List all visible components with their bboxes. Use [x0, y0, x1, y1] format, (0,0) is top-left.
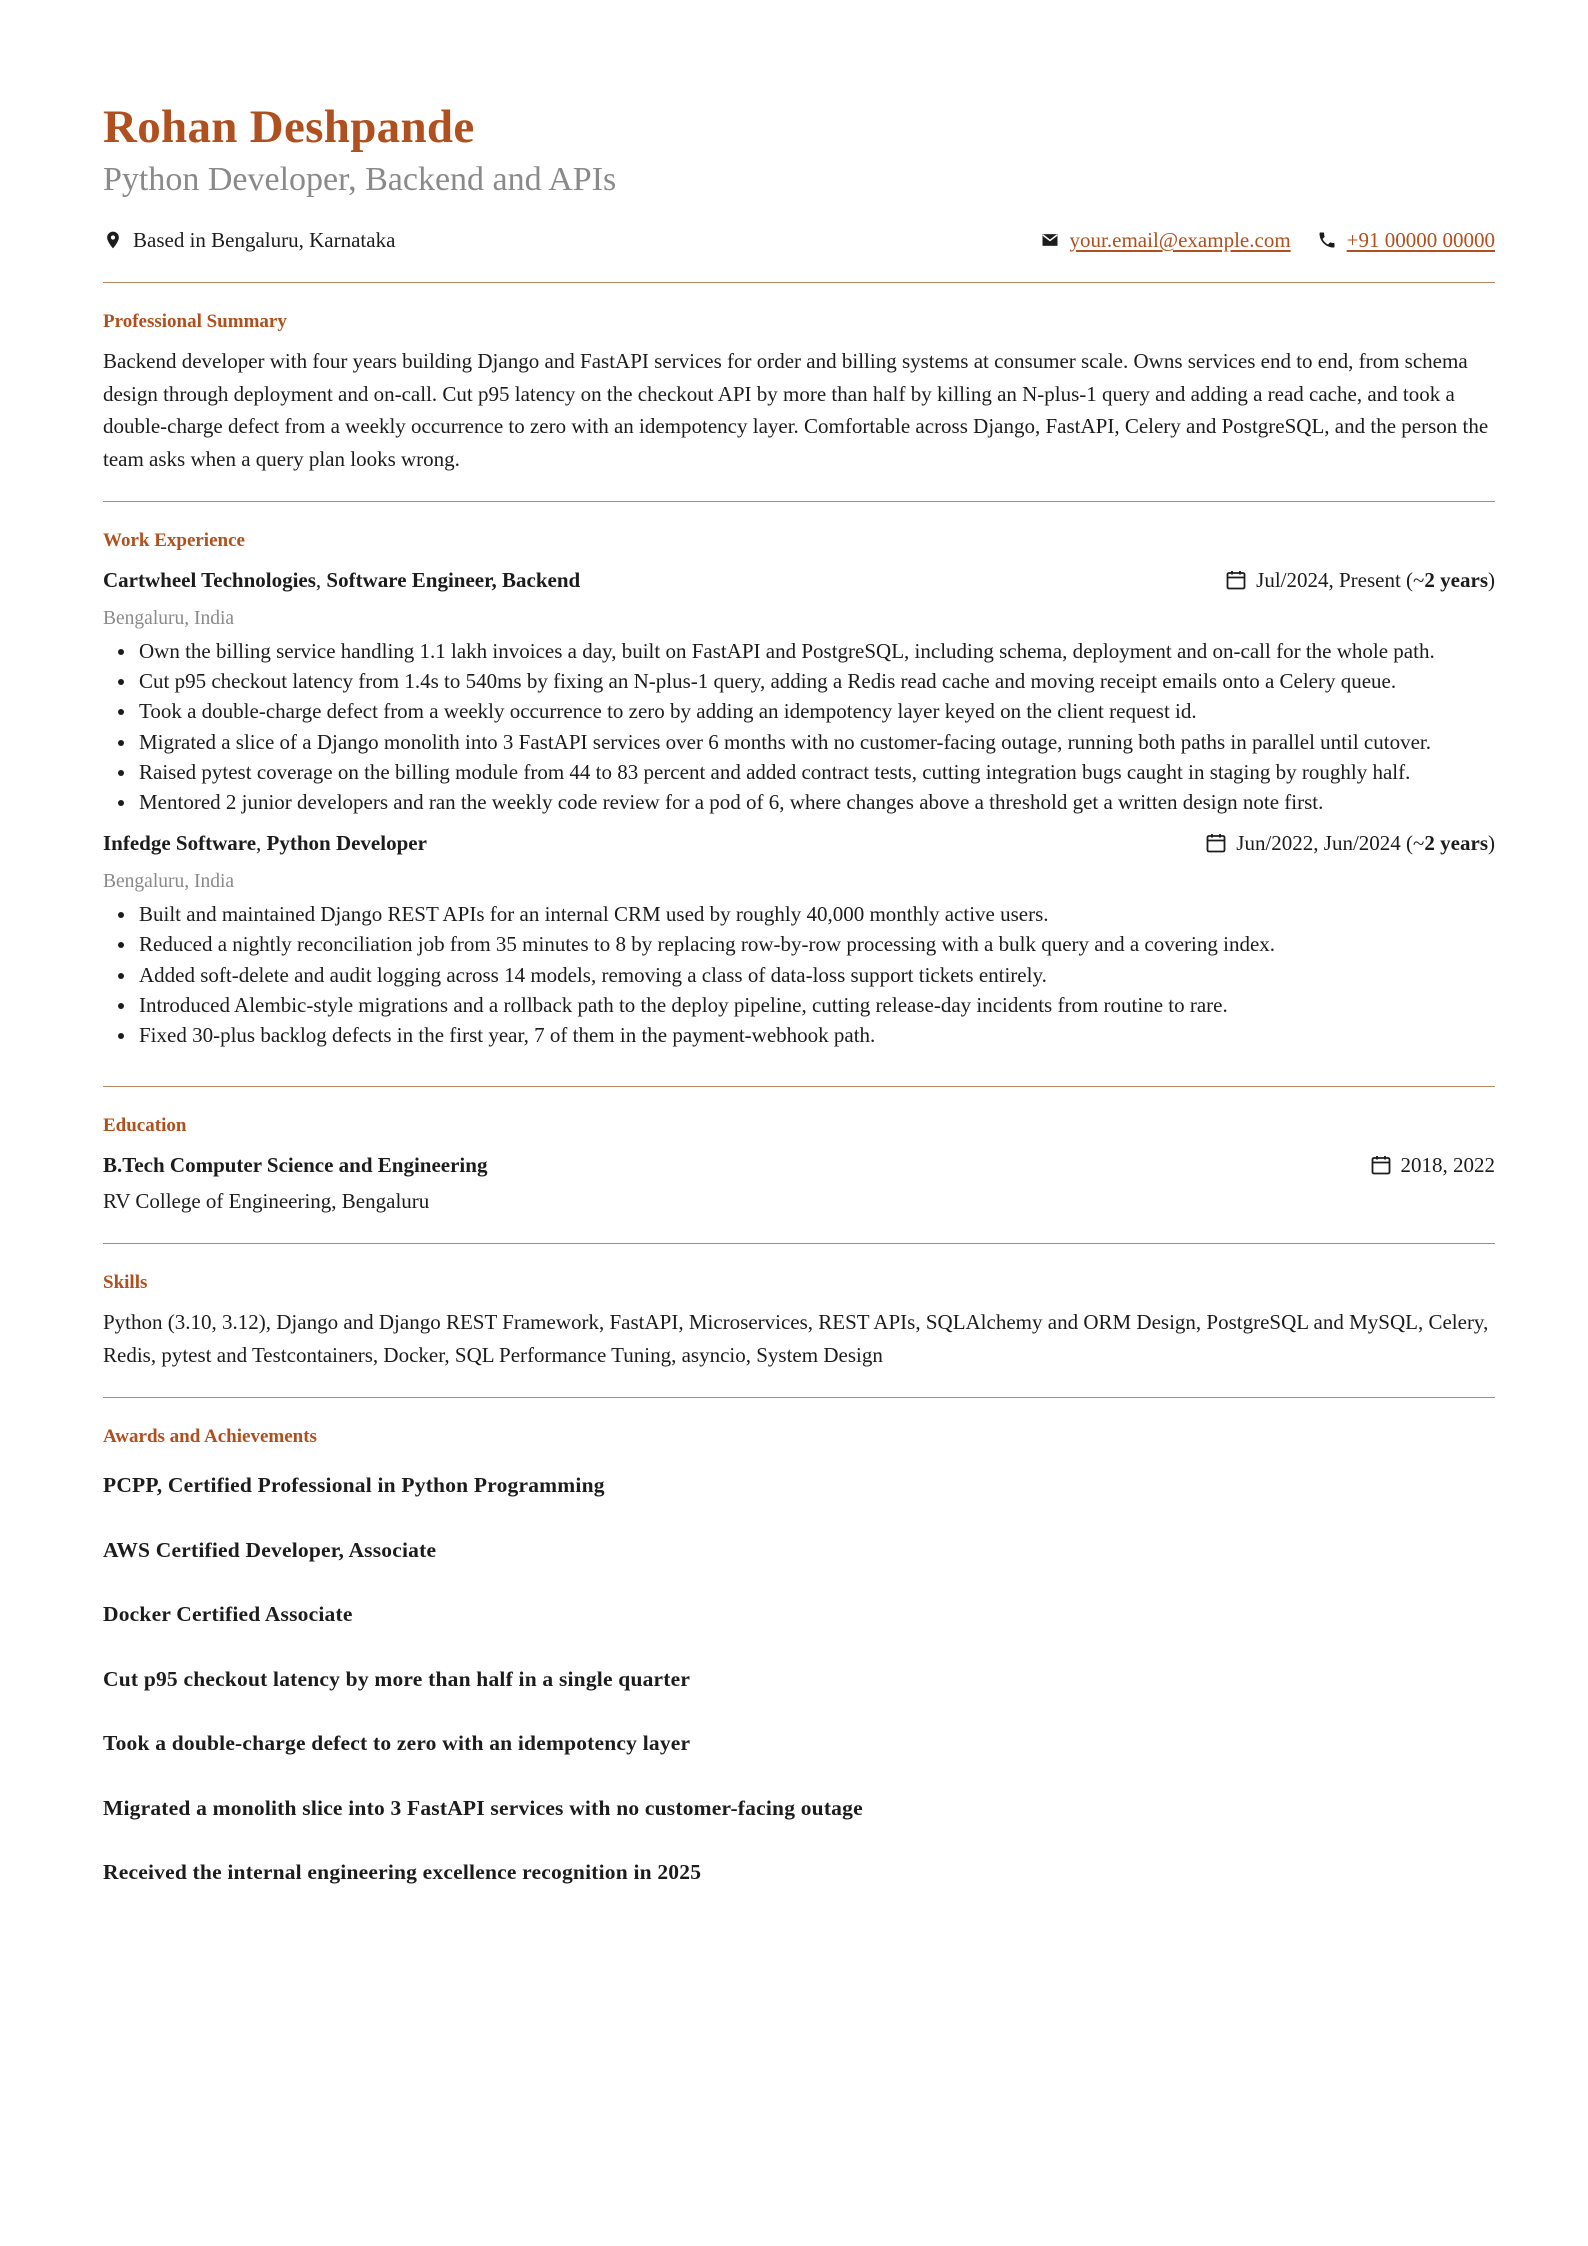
- degree-name: B.Tech Computer Science and Engineering: [103, 1153, 488, 1178]
- awards-section: [103, 1398, 1495, 1913]
- education-section: [103, 1087, 1495, 1243]
- job-bullets: [103, 636, 1495, 817]
- candidate-headline: Python Developer, Backend and APIs: [103, 161, 617, 198]
- job-title-line: [103, 564, 580, 596]
- education-date-range: 2018, 2022: [1400, 1153, 1495, 1178]
- contact-right: [1014, 224, 1495, 256]
- job-header: [103, 827, 1495, 859]
- email-item: [1040, 224, 1291, 256]
- list-item: • Raised pytest coverage on the billing module from 44 to 83 percent and added contract tests, cutting integration bugs caught in staging by roughly half.: [137, 757, 1495, 787]
- phone-item: [1317, 224, 1495, 256]
- education-dates: [1369, 1149, 1496, 1181]
- award-item: Cut p95 checkout latency by more than half in a single quarter: [103, 1666, 691, 1691]
- education-heading: Education: [103, 1115, 187, 1137]
- skills-heading: Skills: [103, 1272, 148, 1294]
- list-item: • Fixed 30-plus backlog defects in the first year, 7 of them in the payment-webhook path.: [137, 1020, 1495, 1050]
- title-separator: ,: [315, 568, 327, 592]
- award-item: Took a double-charge defect to zero with an idempotency layer: [103, 1731, 691, 1756]
- list-item: • Own the billing service handling 1.1 lakh invoices a day, built on FastAPI and PostgreSQL, including schema, deployment and on-call for the whole path.: [137, 636, 1495, 666]
- award-item: AWS Certified Developer, Associate: [103, 1537, 437, 1562]
- phone-icon: [1317, 230, 1337, 250]
- title-separator: ,: [256, 831, 267, 856]
- award-item: Received the internal engineering excellence recognition in 2025: [103, 1860, 702, 1885]
- experience-section: [103, 502, 1495, 1086]
- institution-name: RV College of Engineering, Bengaluru: [103, 1189, 430, 1214]
- job-title-line: [103, 827, 427, 859]
- list-item: • Introduced Alembic-style migrations and a rollback path to the deploy pipeline, cutting release-day incidents from routine to rare.: [137, 990, 1495, 1020]
- calendar-icon: [1224, 568, 1248, 592]
- envelope-icon: [1040, 230, 1060, 250]
- job-date-range: Jul/2024, Present (~: [1256, 568, 1425, 592]
- job-entry: [103, 564, 1495, 817]
- job-date-close: ): [1488, 568, 1495, 592]
- company-name: Cartwheel Technologies: [103, 568, 316, 592]
- job-location: Bengaluru, India: [103, 871, 235, 893]
- summary-section: [103, 283, 1495, 501]
- job-duration: 2 years: [1424, 831, 1488, 856]
- list-item: • Took a double-charge defect from a weekly occurrence to zero by adding an idempotency layer keyed on the client request id.: [137, 696, 1495, 726]
- skills-text: Python (3.10, 3.12), Django and Django REST Framework, FastAPI, Microservices, REST APIs, SQLAlchemy and ORM Design, PostgreSQL and MySQL, Celery, Redis, pytest and Testcontainers, Docker, SQL Performance Tuning, asyncio, System Design: [103, 1310, 1489, 1367]
- list-item: • Built and maintained Django REST APIs for an internal CRM used by roughly 40,000 monthly active users.: [137, 899, 1495, 929]
- list-item: • Cut p95 checkout latency from 1.4s to 540ms by fixing an N-plus-1 query, adding a Redis read cache and moving receipt emails onto a Celery queue.: [137, 666, 1495, 696]
- award-item: PCPP, Certified Professional in Python Programming: [103, 1473, 605, 1498]
- list-item: • Reduced a nightly reconciliation job from 35 minutes to 8 by replacing row-by-row processing with a bulk query and a covering index.: [137, 929, 1495, 959]
- list-item: • Migrated a slice of a Django monolith into 3 FastAPI services over 6 months with no customer-facing outage, running both paths in parallel until cutover.: [137, 727, 1495, 757]
- calendar-icon: [1204, 831, 1228, 855]
- job-role: Software Engineer, Backend: [326, 568, 581, 592]
- job-location: Bengaluru, India: [103, 608, 235, 629]
- skills-section: [103, 1244, 1495, 1397]
- job-duration: 2 years: [1424, 568, 1488, 592]
- job-entry: [103, 827, 1495, 1050]
- list-item: • Mentored 2 junior developers and ran the weekly code review for a pod of 6, where changes above a threshold get a written design note first.: [137, 787, 1495, 817]
- job-date-close: ): [1488, 831, 1495, 856]
- contact-row: [103, 224, 1495, 256]
- email-link[interactable]: your.email@example.com: [1069, 228, 1291, 252]
- location-pin-icon: [103, 230, 123, 250]
- location-item: [103, 224, 395, 256]
- company-name: Infedge Software: [103, 831, 257, 856]
- job-bullets: [103, 899, 1495, 1050]
- resume-content: [103, 96, 1495, 1913]
- candidate-name: Rohan Deshpande: [103, 101, 475, 153]
- summary-heading: Professional Summary: [103, 311, 287, 332]
- award-item: Migrated a monolith slice into 3 FastAPI services with no customer-facing outage: [103, 1795, 863, 1820]
- phone-link[interactable]: +91 00000 00000: [1346, 228, 1495, 252]
- calendar-icon: [1369, 1153, 1393, 1177]
- summary-text: Backend developer with four years building Django and FastAPI services for order and billing systems at consumer scale. Owns services end to end, from schema design through deployment and on-call. Cut p95 latency on the checkout API by more than half by killing an N-plus-1 query and adding a read cache, and took a double-charge defect from a weekly occurrence to zero with an idempotency layer. Comfortable across Django, FastAPI, Celery and PostgreSQL, and the person the team asks when a query plan looks wrong.: [103, 349, 1489, 471]
- job-date-range: Jun/2022, Jun/2024 (~: [1236, 831, 1425, 856]
- contact-left: [103, 224, 395, 256]
- awards-heading: Awards and Achievements: [103, 1426, 317, 1448]
- job-dates: [1204, 827, 1495, 859]
- list-item: • Added soft-delete and audit logging across 14 models, removing a class of data-loss support tickets entirely.: [137, 960, 1495, 990]
- job-role: Python Developer: [266, 831, 427, 856]
- location-text: Based in Bengaluru, Karnataka: [133, 228, 396, 252]
- job-header: [103, 564, 1495, 596]
- experience-heading: Work Experience: [103, 530, 245, 551]
- job-dates: [1224, 564, 1495, 596]
- education-header: [103, 1149, 1495, 1181]
- award-item: Docker Certified Associate: [103, 1602, 353, 1627]
